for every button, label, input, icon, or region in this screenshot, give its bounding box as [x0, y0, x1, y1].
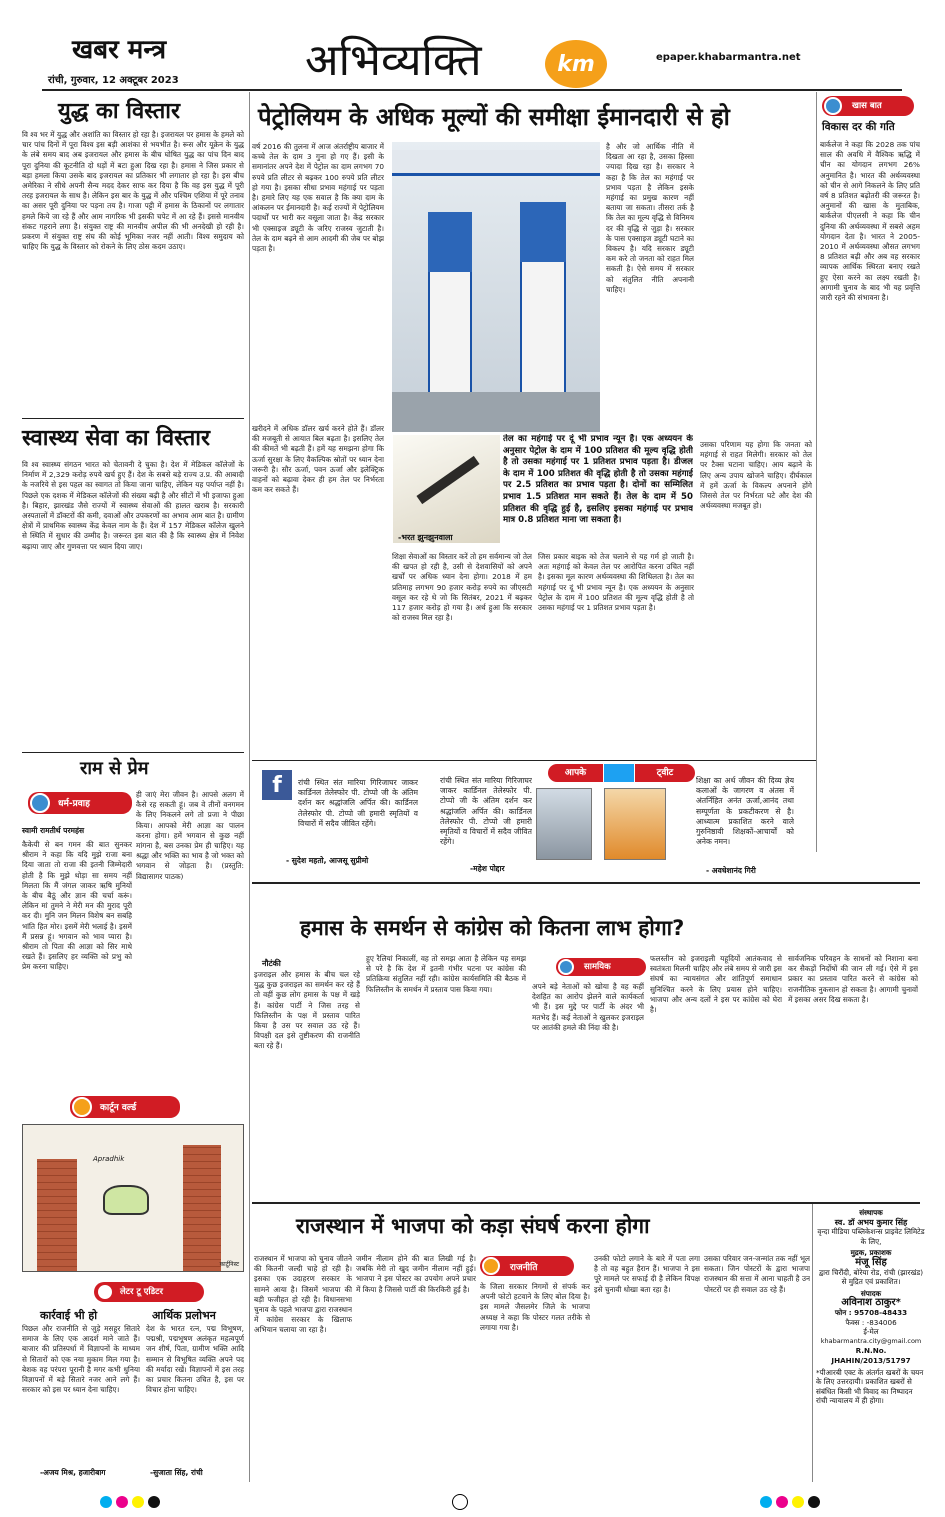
lead-col-a: वर्ष 2016 की तुलना में आज अंतर्राष्ट्रीय बाजार में कच्चे तेल के दाम 3 गुना हो गए हैं। इसी के समानांतर अपने देश में पेट्रोल का दाम लगभग 70 रुपये प्रति लीटर से बढ़कर 100 रुपये प्रति लीटर हो गया है। इसका सीधा प्रभाव महंगाई पर पड़ता है। हमारे लिए यह एक सवाल है कि क्या दाम के आंकलन पर ईमानदारी है। कई राज्यों में पेट्रोलियम पदार्थों पर भारी कर वसूला जाता है। केंद्र सरकार भी एक्साइज ड्यूटी के जरिए राजस्व जुटाती है। तेल के दाम बढ़ने से आम आदमी की जेब पर बोझ पड़ता है।: [252, 142, 384, 254]
flag-icon: [482, 1257, 500, 1275]
letter1-title: कार्रवाई भी हो: [40, 1309, 98, 1322]
hamas-col4: फलस्तीन को इजराइली यहूदियों आतंकवाद से स्वतंत्रता मिलनी चाहिए और लंबे समय से जारी इस संघर्ष का न्यायसंगत और शांतिपूर्ण समाधान सुनिश्चित करने के लिए प्रयास होने चाहिए। भाजपा और अन्य दलों ने इस पर कांग्रेस को घेरा है।: [650, 954, 782, 1015]
hamas-col2: हुए रैलियां निकालीं, वह तो समझ आता है लेकिन यह समझ से परे है कि देश में इतनी गंभीर घटना पर कांग्रेस की प्रतिक्रिया संतुलित नहीं रही। कांग्रेस कार्यसमिति की बैठक में फिलिस्तीन के समर्थन में प्रस्ताव पास किया गया।: [366, 954, 526, 994]
tweet3-body: शिक्षा का अर्थ जीवन की दिव्य ज्ञेय कलाओं के जागरण व अंतस में अंतर्निहित अनंत ऊर्जा,आनंद तथा सम्पूर्णता के प्रकटीकरण से है। आध्यात्म प्रकाशित करने वाले गुरुनिष्ठावी शिक्षकों-आचार्यों को अनेक नमन।: [696, 776, 794, 847]
article-ram-right: ही जाएं मेरा जीवन है। आपसे अलग में कैसे रह सकती हूं। जब वे तीनों वनगमन के लिए निकलने लगे तो प्रजा ने पीछा किया। आपको मेरी आज्ञा का पालन करना होगा। हमें भगवान से कुछ नहीं मांगना है, बस उनका प्रेम ही चाहिए। यह श्रद्धा और भक्ति का भाव है जो भक्त को भगवान से जोड़ता है। (प्रस्तुति: विद्यासागर पाठक): [136, 790, 244, 881]
section-title: अभिव्यक्ति: [305, 35, 482, 86]
hamas-col5: सार्वजनिक परिवहन के साधनों को निशाना बना कर सैकड़ों निर्दोषों की जान ली गई। ऐसे में इस प्रकार का प्रस्ताव पारित करने से कांग्रेस को राजनीतिक नुकसान हो सकता है। आगामी चुनावों में इसका असर दिख सकता है।: [788, 954, 918, 1004]
lead-col-e: जिस प्रकार बाइक को तेज चलाने से यह गर्म हो जाती है। अतः महंगाई को केवल तेल पर आरोपित करना उचित नहीं है। इसका मूल कारण अर्थव्यवस्था की शिथिलता है। तेल का महंगाई पर दूं भी प्रभाव न्यून है। एक अध्ययन के अनुसार पेट्रोल के दाम में 100 प्रतिशत की मूल्य वृद्धि होती है तो उसका महंगाई पर 1 प्रतिशत प्रभाव पड़ता है।: [538, 552, 694, 613]
headline-ram-se-prem: राम से प्रेम: [80, 758, 149, 779]
pen-image: [393, 435, 500, 543]
cartoon-image: Apradhik कार्टूनिस्ट: [22, 1124, 244, 1272]
hamas-col1: इजराइल और हमास के बीच चल रहे युद्ध कुछ इजराइल का समर्थन कर रहे हैं तो वहीं कुछ लोग हमास के पक्ष में खड़े हैं। कांग्रेस पार्टी ने जिस तरह से फिलिस्तीन के पक्ष में प्रस्ताव पारित किया है उस पर सवाल उठ रहे हैं। विपक्षी दल इसे तुष्टीकरण की राजनीति बता रहे हैं।: [254, 970, 360, 1051]
lead-col-b: खरीदने में अधिक डॉलर खर्च करने होते हैं। डॉलर की मजबूती से आयात बिल बढ़ता है। इसलिए तेल की कीमतें भी बढ़ती हैं। हमें यह समझना होगा कि ऊर्जा सुरक्षा के लिए वैकल्पिक स्रोतों पर ध्यान देना जरूरी है। सौर ऊर्जा, पवन ऊर्जा और इलेक्ट्रिक वाहनों को बढ़ावा देकर ही हम तेल पर निर्भरता कम कर सकते हैं।: [252, 424, 384, 495]
envelope-icon: [96, 1283, 114, 1301]
lead-pull-quote: तेल का महंगाई पर दूं भी प्रभाव न्यून है। एक अध्ययन के अनुसार पेट्रोल के दाम में 100 प्रतिशत की मूल्य वृद्धि होती है तो उसका महंगाई पर 1 प्रतिशत प्रभाव पड़ता है। डीजल के दाम में 100 प्रतिशत की वृद्धि होती है तो उसका महंगाई पर 2.5 प्रतिशत का प्रभाव पड़ता है। दोनों का सम्मिलित प्रभाव 1.5 प्रतिशत मान सकते हैं। तेल के दाम में 50 प्रतिशत की वृद्धि हुई है, इसलिए इसका महंगाई पर प्रभाव मात्र 0.8 प्रतिशत माना जा सकता है।: [503, 434, 693, 526]
rajasthan-col1: राजस्थान में भाजपा को चुनाव जीतने की कितनी जल्दी चाहे हो रही है। इसका एक उदाहरण सरकार के सामने आया है। जिसमें भाजपा की बड़ी फजीहत हो रही है। विधानसभा चुनाव के पहले भाजपा द्वारा राजस्थान में कांग्रेस सरकार के खिलाफ अभियान चलाया जा रहा है।: [254, 1254, 352, 1335]
imprint-box: संस्थापक स्व. डॉ अभय कुमार सिंह वृन्दा मीडिया पब्लिकेशन्स प्राइवेट लिमिटेड के लिए, मुद्रक, प्रकाशक मंजू सिंह द्वारा चिरौंदी, बोरेया रोड, रांची (झारखंड) से मुद्रित एवं प्रकाशित। संपादक अविनाश ठाकुर* फोन : 95708-48433 फैक्स : -834006 ई-मेल khabarmantra.city@gmail.com R.N.No. JHAHIN/2013/51797 *पीआरबी एक्ट के अंतर्गत खबरों के चयन के लिए उत्तरदायी। प्रकाशित खबरों से संबंधित किसी भी विवाद का निष्पादन रांची न्यायालय में ही होगा।: [816, 1208, 925, 1406]
plane-icon: [824, 97, 842, 115]
facebook-icon: f: [262, 770, 292, 800]
chimney-right: [183, 1145, 221, 1272]
letter1-body: पिछल और राजनीति से जुड़े मसहूर सितारे समाज के लिए एक आदर्श माने जाते हैं। बाजार की प्रतिस्पर्धा में विज्ञापनों के माध्यम से सितारों को एक नया मुकाम मिल गया है। बेशक वह परंपरा पूरानी है मगर कभी धुनिया विज्ञापनों में बड़े सितारे नजर आने लगे हैं। सरकार को इस पर ध्यान देना चाहिए।: [22, 1324, 140, 1395]
editorial-swasthya: वि श्व स्वास्थ्य संगठन भारत को चेतावनी दे चुका है। देश में मेडिकल कॉलेजों के निर्माण में 2,329 करोड़ रुपये खर्च हुए हैं। देश के सबसे बड़े राज्य उ.प्र. की आबादी के नजरिये से इस पहल का स्वागत तो किया जाना चाहिए, लेकिन यह पर्याप्त नहीं है। पिछले एक दशक में मेडिकल कॉलेजों की संख्या बढ़ी है और सीटों में भी इजाफा हुआ है। बिहार, झारखंड जैसे राज्यों में स्वास्थ्य सेवाओं की हालत खराब है। सरकारी अस्पतालों में डॉक्टरों की कमी, दवाओं और उपकरणों का अभाव आम बात है। ग्रामीण क्षेत्रों में प्राथमिक स्वास्थ्य केंद्र केवल नाम के हैं। देश में 157 मेडिकल कॉलेज खुलने से स्थिति में सुधार की उम्मीद है। जरूरत इस बात की है कि स्वास्थ्य क्षेत्र में निवेश बढ़ाया जाए और गुणवत्ता पर ध्यान दिया जाए।: [22, 460, 244, 551]
tweet1-author: - सुदेश महतो, आजसू सुप्रीमो: [286, 856, 369, 865]
rajasthan-headline: राजस्थान में भाजपा को कड़ा संघर्ष करना होगा: [296, 1214, 650, 1238]
twitter-icon: [604, 764, 634, 782]
letter2-body: देश के भारत रत्न, पद्म विभूषण, पद्मश्री, पद्मभूषण अलंकृत महत्वपूर्ण जन शीर्ष, पिता, ग्रामीण भक्ति आदि सम्मान से विभूषित व्यक्ति अपने पद की मर्यादा रखें। विज्ञापनों में इस तरह का प्रचार कितना उचित है, इस पर विचार होना चाहिए।: [146, 1324, 244, 1395]
samayik-tag: सामयिक: [556, 958, 646, 976]
khaas-baat-tag: खास बात: [822, 96, 914, 116]
khaas-body: बार्कलेज ने कहा कि 2028 तक पांच साल की अवधि में वैश्विक ऋद्धि में चीन का योगदान लगभग 26% अनुमानित है। भारत की अर्थव्यवस्था को चीन से आगे निकलने के लिए प्रति वर्ष 8 प्रतिशत बढ़ोतरी की जरूरत है। अनुमानों की खास के मुताबिक, बार्कलेज पीएलसी ने कहा कि चीन दुनिया की अर्थव्यवस्था में सबसे अहम योगदान देता है। भारत ने 2005-2010 में अर्थव्यवस्था औसत लगभग 8 प्रतिशत बढ़ी और अब वह सरकार व्यापक आर्थिक स्थिरता बनाए रखते हुए ऐसा करने का लक्ष्य रखती है। आगामी चुनाव के बाद भी यह प्रवृत्ति जारी रहने की संभावना है।: [820, 140, 920, 303]
lead-headline: पेट्रोलियम के अधिक मूल्यों की समीक्षा ईमानदारी से हो: [258, 103, 730, 131]
globe-icon: [558, 959, 574, 975]
letter2-title: आर्थिक प्रलोभन: [152, 1309, 216, 1322]
lead-col-d: शिक्षा सेवाओं का विस्तार करें तो हम सर्वमान्य जो तेल की खपत हो रही है, उसी से देशवासियों को अपने खर्चों पर अधिक ध्यान देना होगा। 2018 में हम प्रतिमाह लगभग 90 हजार करोड़ रुपये का जीएसटी वसूल कर रहे थे जो कि सितंबर, 2021 में बढ़कर 117 हजार करोड़ हो गया है। अर्थ हुआ कि सरकार को राजस्व मिल रहा है।: [392, 552, 532, 623]
editorial-yuddh: वि श्व भर में युद्ध और अशांति का विस्तार हो रहा है। इजरायल पर हमास के हमले को चार पांच दिनों में पूरा विश्व इस बड़ी आशंका से भयभीत है। रूस और यूक्रेन के युद्ध के लंबे समय बाद अब इजरायल और हमास के बीच घोषित युद्ध का पांच दिन बाद पूरा दुनिया की कूटनीति दो धड़ों में बटा हुआ दिख रहा है। हमास ने जिस प्रकार से बड़ा हमला किया उसके बाद इजरायल का प्रतिकार भी लगातार हो रहा है। इस बीच अमेरिका ने सीधे अपनी सैन्य मदद देकर साफ कर दिया है कि वह इस युद्ध में पूरी तरह इजरायल के साथ है। लेकिन इस बार के युद्ध में और पश्चिम एशिया में पूरे तनाव का असर पूरी दुनिया पर पड़ना तय है। गाजा पट्टी में हमास के ठिकानों पर लगातार हमले किये जा रहे हैं और आम नागरिक भी इसकी चपेट में आ रहे हैं। इससे मानवीय संकट गहराने लगा है। संयुक्त राष्ट्र की मानवीय अपील की भी अनदेखी हो रही है। प्रकरण में संयुक्त राष्ट्र संघ की कोई भूमिका नजर नहीं आती। विश्व समुदाय को चाहिए कि युद्ध के विस्तार को रोकने के लिए ठोस कदम उठाए।: [22, 130, 244, 252]
hamas-col3: अपने बड़े नेताओं को खोया है वह कहीं देशहित का आरोप झेलने वाले कार्यकर्ता भी हैं। इस मुद्दे पर पार्टी के अंदर भी मतभेद हैं। कई नेताओं ने खुलकर इजराइल पर आतंकी हमले की निंदा की है।: [532, 982, 644, 1032]
masthead-logo: खबर मन्त्र: [72, 35, 167, 65]
tweet3-author: - अवधेशानंद गिरी: [706, 866, 756, 875]
letter2-author: -सुजाता सिंह, रांची: [150, 1468, 203, 1477]
letter1-author: -अजय मिश्र, हजारीबाग: [40, 1468, 106, 1477]
dharm-pravah-tag: धर्म-प्रवाह: [28, 792, 132, 814]
author-ramtirth: स्वामी रामतीर्थ परमहंस: [22, 826, 85, 835]
rajasthan-col4: उनकी फोटो लगाने के बारे में पता लगा है तो वह बहुत हैरान हैं। भाजपा ने इस पूरे मामले पर सफाई दी है लेकिन विपक्ष इसे चुनावी धोखा बता रहा है।: [594, 1254, 700, 1294]
rajasthan-col3: के जिला सरकार निगमों से संपर्क कर अपनी फोटो हटवाने के लिए बोल दिया है। इस मामले जैसलमेर जिले के भाजपा अध्यक्ष ने कहा कि पोस्टर गलत तरीके से लगाया गया है।: [480, 1282, 590, 1332]
km-logo: km: [545, 40, 607, 88]
tweet3-avatar: [604, 788, 666, 860]
tweet2-avatar: [536, 788, 592, 860]
registration-mark: [452, 1494, 468, 1510]
website-url[interactable]: epaper.khabarmantra.net: [656, 52, 801, 63]
globe-icon: [30, 793, 50, 813]
cartoon-world-tag: कार्टून वर्ल्ड: [70, 1096, 180, 1118]
khaas-title: विकास दर की गति: [822, 121, 895, 133]
rajneeti-tag: राजनीति: [480, 1256, 574, 1276]
hamas-headline: हमास के समर्थन से कांग्रेस को कितना लाभ होगा?: [300, 916, 685, 940]
chimney-left: [37, 1159, 77, 1272]
aapke-tweet-tag: आपके ट्वीट: [548, 764, 698, 782]
lead-col-f: उसका परिणाम यह होगा कि जनता को महंगाई से राहत मिलेगी। सरकार को तेल पर टैक्स घटाना चाहिए। आय बढ़ाने के लिए अन्य उपाय खोजने चाहिए। दीर्घकाल में हमें ऊर्जा के विकल्प अपनाने होंगे जिससे तेल पर निर्भरता घटे और देश की अर्थव्यवस्था मजबूत हो।: [700, 440, 812, 511]
lead-author: -भरत झुनझुनवाला: [398, 533, 453, 542]
hamas-tag-nav: नौटंकी: [262, 959, 281, 968]
letter-to-editor-tag: लेटर टू एडिटर: [94, 1282, 204, 1302]
cartoon-icon: [72, 1097, 92, 1117]
tweet2-body: रांची स्थित संत मारिया गिरिजाघर जाकर कार्डिनल तेलेस्फोर पी. टोप्पो जी के अंतिम दर्शन कर श्रद्धांजलि अर्पित की। कार्डिनल तेलेस्फोर पी. टोप्पो जी हमारी स्मृतियों व विचारों में सदैव जीवित रहेंगे।: [440, 776, 532, 847]
dateline: रांची, गुरुवार, 12 अक्टूबर 2023: [48, 75, 179, 86]
figure-sketch: [103, 1185, 149, 1215]
article-ram-left: कैकेयी से बन गमन की बात सुनकर श्रीराम ने कहा कि यदि मुझे राजा बना दिया जाता तो राजा की इतनी जिम्मेदारी होती है कि मुझे थोड़ा सा समय नहीं मिलता कि मैं जंगल जाकर ऋषि मुनियों के बीच बैठूं और ज्ञान की चर्चा करूं। लेकिन मां तुमने ने मेरी मन की मुराद पूरी कर दी। मुनि जन मिलन विशेष बन सबहि भांति हित मोर। इसमें मेरी भलाई है। इसमें मैं प्रसन्न हूं। भगवान को भाव प्यारा है। श्रीराम तो पिता की आज्ञा को सिर माथे रखते हैं। इसलिए हर व्यक्ति को प्रभु को प्रेम करना चाहिए।: [22, 840, 132, 972]
tweet2-author: -महेश पोद्दार: [470, 864, 505, 873]
headline-swasthya: स्वास्थ्य सेवा का विस्तार: [22, 426, 210, 451]
rajasthan-col2: जमीन नीलाम होने की बात लिखी गई है। जबकि मेरी तो खुद जमीन नीलाम नहीं हुई। भाजपा ने इस पोस्टर का उपयोग अपने प्रचार में किया है जिससे पार्टी की किरकिरी हुई है।: [356, 1254, 476, 1294]
petrol-pump-photo: [392, 142, 600, 432]
tweet1-body: रांची स्थित संत मारिया गिरिजाघर जाकर कार्डिनल तेलेस्फोर पी. टोप्पो जी के अंतिम दर्शन कर श्रद्धांजलि अर्पित की। कार्डिनल तेलेस्फोर पी. टोप्पो जी हमारी स्मृतियों व विचारों में सदैव जीवित रहेंगे।: [298, 778, 418, 828]
lead-col-c: है और जो आर्थिक नीति में दिखता आ रहा है, उसका हिस्सा ज्यादा दिख रहा है। सरकार ने कहा है कि तेल का महंगाई पर प्रभाव पड़ता है लेकिन इसके महंगाई का प्रमुख कारण नहीं बताया जा सकता। तीसरा तर्क है कि तेल का मूल्य वृद्धि से विनिमय दर की वृद्धि से जुड़ा है। सरकार के पास एक्साइज ड्यूटी घटाने का विकल्प है। यदि सरकार ड्यूटी कम करे तो जनता को राहत मिल सकती है। ऐसे समय में सरकार को संतुलित नीति अपनानी चाहिए।: [606, 142, 694, 294]
headline-yuddh: युद्ध का विस्तार: [58, 99, 180, 124]
rajasthan-col5: उसका परिवार जन-जन्मांत तक नहीं भूल सकता। जिन पोस्टरों के द्वारा भाजपा राजस्थान की सत्ता में आना चाहती है उन पोस्टरों पर ही सवाल उठ रहे हैं।: [704, 1254, 810, 1294]
